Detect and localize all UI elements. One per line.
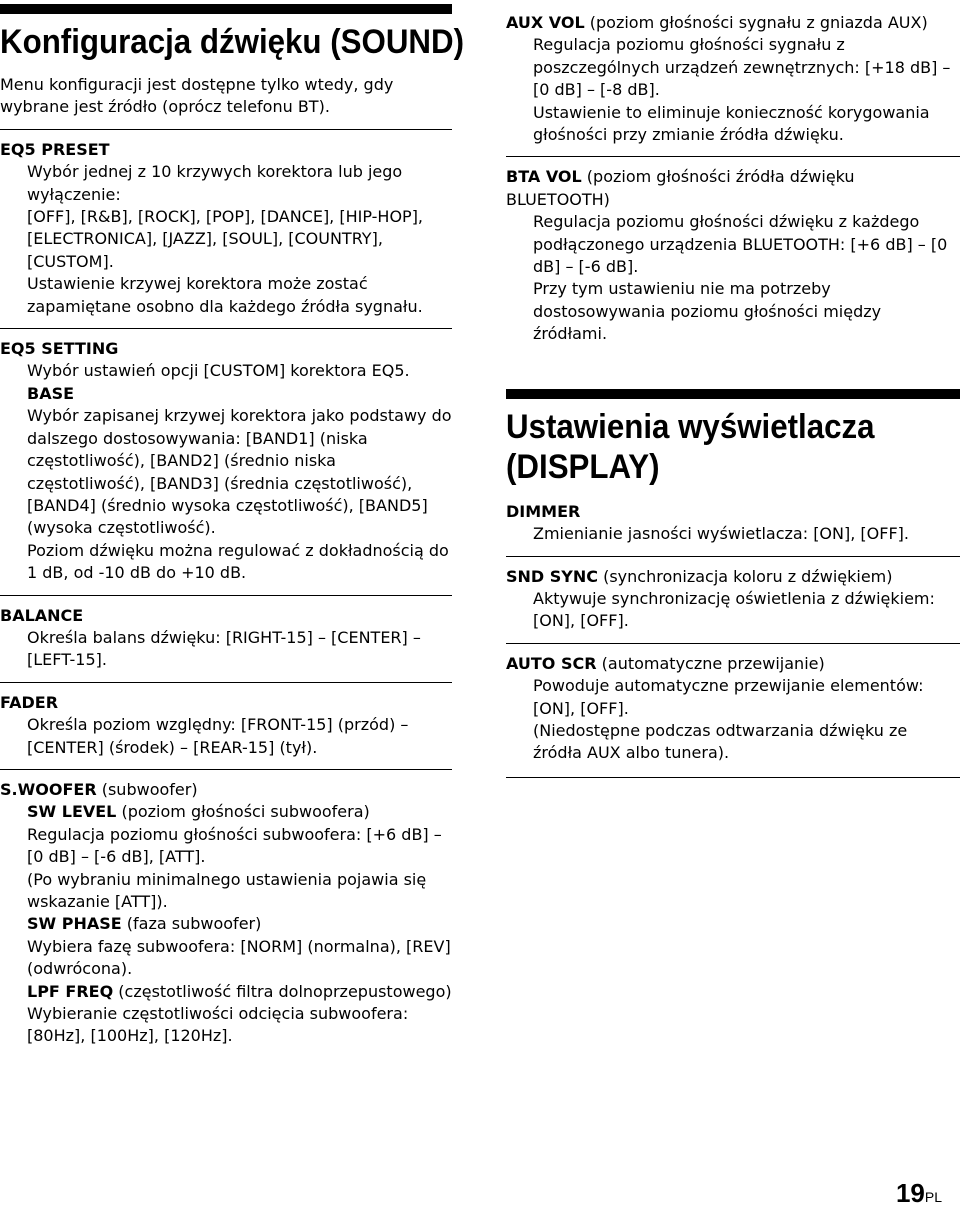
bta-vol-note: Przy tym ustawieniu nie ma potrzeby dostosowywania poziomu głośności między źródłami. xyxy=(533,279,882,344)
eq5-preset-note: Ustawienie krzywej korektora może zostać zapamiętane osobno dla każdego źródła sygnału. xyxy=(27,274,423,316)
lpf-freq-heading-bold: LPF FREQ xyxy=(27,981,114,1001)
dimmer-section xyxy=(506,501,960,546)
fader-section xyxy=(0,692,452,759)
eq5-setting-desc: Wybór ustawień opcji [CUSTOM] korektora EQ5. xyxy=(27,361,410,381)
dimmer-desc: Zmienianie jasności wyświetlacza: [ON], [OFF]. xyxy=(533,524,909,544)
fader-heading: FADER xyxy=(0,692,59,712)
lpf-freq-desc: Wybieranie częstotliwości odcięcia subwoofera: [80Hz], [100Hz], [120Hz]. xyxy=(27,1004,409,1046)
eq5-preset-section xyxy=(0,139,452,318)
sw-level-heading xyxy=(27,801,452,823)
divider xyxy=(0,769,452,770)
sw-level-heading-bold: SW LEVEL xyxy=(27,802,117,822)
auto-scr-section xyxy=(506,653,960,765)
divider xyxy=(506,643,960,644)
divider xyxy=(0,595,452,596)
section-top-bar xyxy=(506,389,960,399)
balance-section xyxy=(0,605,452,672)
divider xyxy=(506,156,960,157)
aux-vol-heading xyxy=(506,12,960,34)
auto-scr-heading-bold: AUTO SCR xyxy=(506,653,597,673)
eq5-preset-heading: EQ5 PRESET xyxy=(0,139,110,159)
eq5-setting-section xyxy=(0,338,452,584)
page-language: PL xyxy=(924,1189,942,1205)
base-level-note: Poziom dźwięku można regulować z dokładnością do 1 dB, od -10 dB do +10 dB. xyxy=(27,540,449,583)
lpf-freq-heading-rest: (częstotliwość filtra dolnoprzepustowego) xyxy=(113,981,452,1001)
sound-section-title: Konfiguracja dźwięku (SOUND) xyxy=(0,23,465,61)
aux-vol-note: Ustawienie to eliminuje konieczność korygowania głośności przy zmianie źródła dźwięku. xyxy=(533,102,930,145)
page-number-value: 19 xyxy=(895,1178,925,1208)
base-desc: Wybór zapisanej krzywej korektora jako podstawy do dalszego dostosowywania: [BAND1] (niska częstotliwość), [BAND2] (średnio niska częstotliwość), [BAND3] (średnia częstotliwość), [BAND4] (średnio wysoka częstotliwość), [BAND5] (wysoka częstotliwość). xyxy=(27,406,452,538)
divider xyxy=(0,328,452,329)
bta-vol-heading-bold: BTA VOL xyxy=(506,167,582,187)
sw-level-heading-rest: (poziom głośności subwoofera) xyxy=(116,802,370,822)
subwoofer-heading xyxy=(0,779,452,801)
sw-phase-heading xyxy=(27,913,452,935)
subwoofer-heading-rest: (subwoofer) xyxy=(96,779,198,799)
left-column xyxy=(0,0,465,1048)
divider xyxy=(506,777,960,778)
eq5-preset-desc: Wybór jednej z 10 krzywych korektora lub jego wyłączenie: xyxy=(27,162,403,204)
sw-phase-desc: Wybiera fazę subwoofera: [NORM] (normalna), [REV] (odwrócona). xyxy=(27,936,451,979)
subwoofer-heading-bold: S.WOOFER xyxy=(0,779,97,799)
snd-sync-desc: Aktywuje synchronizację oświetlenia z dźwiękiem: [ON], [OFF]. xyxy=(533,588,935,631)
page-number xyxy=(896,1178,942,1209)
bta-vol-desc: Regulacja poziomu głośności dźwięku z każdego podłączonego urządzenia BLUETOOTH: [+6 dB] – [0 dB] – [-6 dB]. xyxy=(533,212,948,277)
subwoofer-section xyxy=(0,779,452,1048)
aux-vol-heading-bold: AUX VOL xyxy=(506,13,585,32)
sound-intro: Menu konfiguracji jest dostępne tylko wtedy, gdy wybrane jest źródło (oprócz telefonu BT). xyxy=(0,75,394,117)
sw-phase-heading-bold: SW PHASE xyxy=(27,914,122,934)
auto-scr-heading-rest: (automatyczne przewijanie) xyxy=(596,653,825,673)
aux-vol-section xyxy=(506,12,960,146)
sw-level-desc: Regulacja poziomu głośności subwoofera: [+6 dB] – [0 dB] – [-6 dB], [ATT]. xyxy=(27,824,442,867)
auto-scr-desc: Powoduje automatyczne przewijanie elementów: [ON], [OFF]. xyxy=(533,676,924,718)
snd-sync-heading-bold: SND SYNC xyxy=(506,566,599,586)
bta-vol-heading-rest: (poziom głośności źródła dźwięku BLUETOOTH) xyxy=(506,167,855,209)
divider xyxy=(506,556,960,557)
aux-vol-heading-rest: (poziom głośności sygnału z gniazda AUX) xyxy=(584,13,928,32)
snd-sync-heading xyxy=(506,566,960,588)
eq5-preset-options: [OFF], [R&B], [ROCK], [POP], [DANCE], [HIP-HOP], [ELECTRONICA], [JAZZ], [SOUL], [COUNTRY], [CUSTOM]. xyxy=(27,207,424,271)
balance-desc: Określa balans dźwięku: [RIGHT-15] – [CENTER] – [LEFT-15]. xyxy=(27,627,421,670)
right-column xyxy=(506,0,960,778)
lpf-freq-heading xyxy=(27,981,452,1003)
sw-phase-heading-rest: (faza subwoofer) xyxy=(121,914,262,934)
divider xyxy=(0,129,452,130)
bta-vol-heading xyxy=(506,166,960,211)
sw-level-note: (Po wybraniu minimalnego ustawienia pojawia się wskazanie [ATT]). xyxy=(27,869,427,911)
snd-sync-section xyxy=(506,566,960,633)
section-top-bar xyxy=(0,4,452,14)
snd-sync-heading-rest: (synchronizacja koloru z dźwiękiem) xyxy=(598,566,893,586)
auto-scr-note: (Niedostępne podczas odtwarzania dźwięku ze źródła AUX albo tunera). xyxy=(533,720,908,763)
auto-scr-heading xyxy=(506,653,960,675)
balance-heading: BALANCE xyxy=(0,605,84,625)
eq5-setting-heading: EQ5 SETTING xyxy=(0,339,119,359)
display-section-title: Ustawienia wyświetlacza (DISPLAY) xyxy=(506,407,875,486)
dimmer-heading: DIMMER xyxy=(506,501,581,521)
fader-desc: Określa poziom względny: [FRONT-15] (przód) – [CENTER] (środek) – [REAR-15] (tył). xyxy=(27,715,409,757)
base-heading: BASE xyxy=(27,383,75,403)
bta-vol-section xyxy=(506,166,960,345)
aux-vol-desc: Regulacja poziomu głośności sygnału z poszczególnych urządzeń zewnętrznych: [+18 dB] – [0 dB] – [-8 dB]. xyxy=(533,35,951,100)
divider xyxy=(0,682,452,683)
